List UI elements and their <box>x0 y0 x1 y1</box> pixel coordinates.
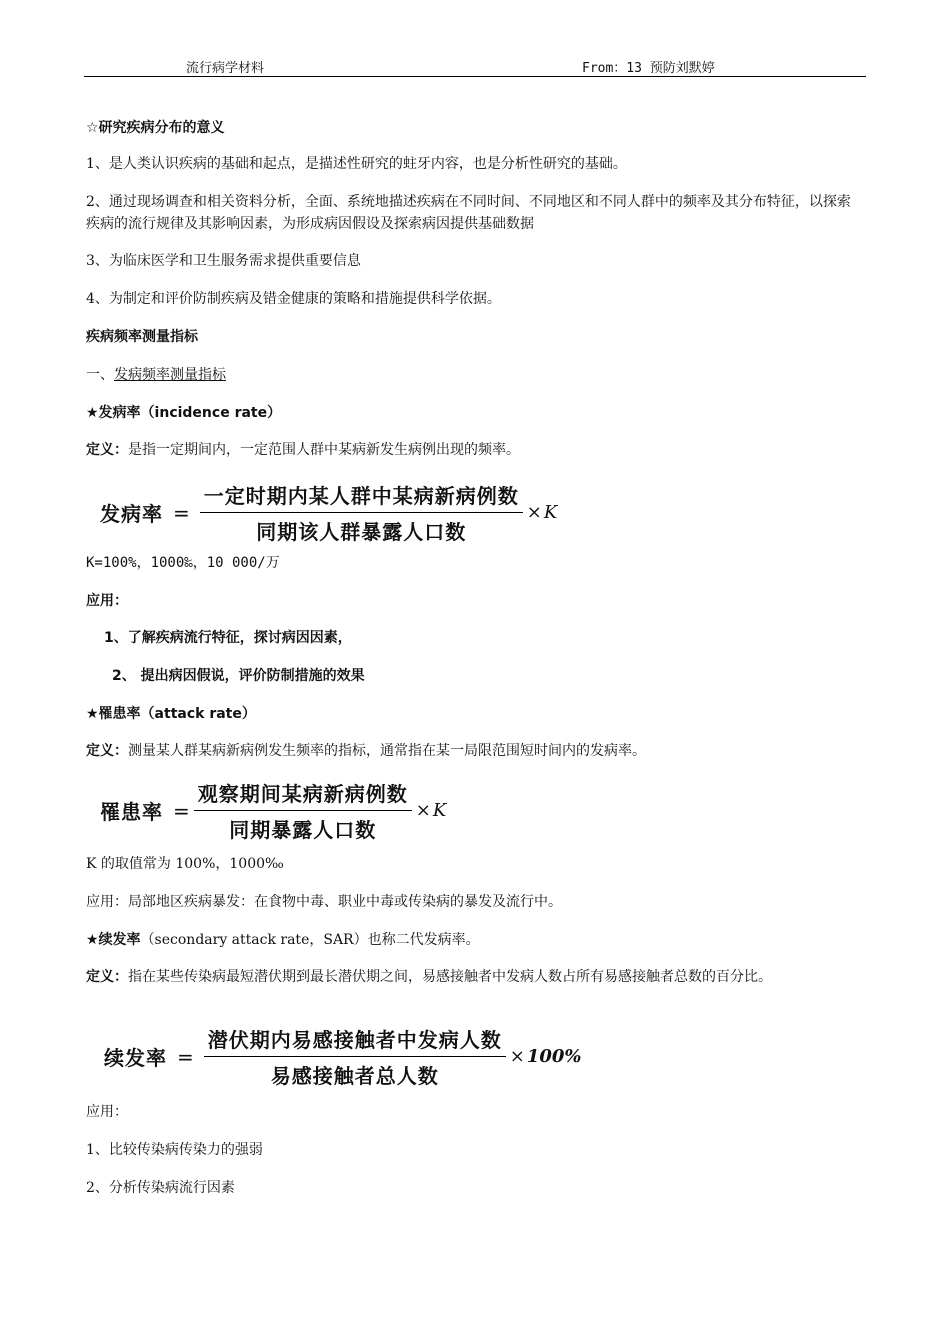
secondary-formula-fraction <box>204 1024 506 1089</box>
incidence-def-label: 定义： <box>86 442 128 458</box>
incidence-formula-lhs: 发病率 <box>100 502 163 526</box>
incidence-formula <box>100 480 557 545</box>
incidence-formula-eq: = <box>173 500 190 525</box>
header-right-author: From：13 预防刘默婷 <box>582 61 715 76</box>
attack-formula-lhs: 罹患率 <box>100 800 163 824</box>
secondary-formula-denominator: 易感接触者总人数 <box>270 1064 439 1088</box>
attack-def-label: 定义： <box>86 743 128 759</box>
secondary-heading-bold: ★续发率 <box>86 932 141 948</box>
incidence-app-1: 1、了解疾病流行特征，探讨病因因素， <box>104 630 352 646</box>
attack-k-note: K 的取值常为 100%，1000‰ <box>86 856 284 872</box>
secondary-def-text: 指在某些传染病最短潜伏期到最长潜伏期之间，易感接触者中发病人数占所有易感接触者总数的百分比。 <box>128 969 772 985</box>
attack-formula-numerator: 观察期间某病新病例数 <box>197 782 408 806</box>
secondary-app-2: 2、分析传染病流行因素 <box>86 1180 235 1196</box>
header-left-title: 流行病学材料 <box>186 61 265 76</box>
secondary-definition <box>86 966 858 988</box>
secondary-def-label: 定义： <box>86 969 128 985</box>
significance-item-3: 3、为临床医学和卫生服务需求提供重要信息 <box>86 253 361 269</box>
attack-formula-eq: = <box>173 798 190 823</box>
secondary-formula-times: × <box>509 1046 525 1067</box>
significance-item-4: 4、为制定和评价防制疾病及错金健康的策略和措施提供科学依据。 <box>86 291 501 307</box>
header-divider <box>84 76 866 77</box>
measures-title: 疾病频率测量指标 <box>86 329 198 345</box>
attack-heading: ★罹患率（attack rate） <box>86 706 256 722</box>
secondary-app-label: 应用： <box>86 1104 128 1120</box>
attack-formula-denominator: 同期暴露人口数 <box>229 818 377 842</box>
incidence-definition <box>86 440 520 460</box>
significance-item-2: 2、通过现场调查和相关资料分析，全面、系统地描述疾病在不同时间、不同地区和不同人群中的频率及其分布特征，以探索疾病的流行规律及其影响因素，为形成病因假设及探索病因提供基础数据 <box>86 194 851 232</box>
secondary-formula-k: 100% <box>526 1046 582 1067</box>
incidence-formula-fraction <box>200 480 523 545</box>
attack-definition <box>86 741 646 761</box>
secondary-heading <box>86 930 480 950</box>
secondary-heading-rest: （secondary attack rate，SAR）也称二代发病率。 <box>140 932 480 948</box>
measures-subtitle <box>86 365 226 385</box>
measures-subtitle-prefix: 一、 <box>86 367 114 383</box>
incidence-heading: ★发病率（incidence rate） <box>86 405 282 421</box>
attack-application: 应用：局部地区疾病暴发：在食物中毒、职业中毒或传染病的暴发及流行中。 <box>86 894 562 910</box>
incidence-app-2: 2、 提出病因假说，评价防制措施的效果 <box>112 668 365 684</box>
measures-subtitle-text: 发病频率测量指标 <box>114 367 226 383</box>
significance-item-1: 1、是人类认识疾病的基础和起点，是描述性研究的蛀牙内容，也是分析性研究的基础。 <box>86 156 627 172</box>
incidence-formula-k: K <box>543 502 558 523</box>
attack-def-text: 测量某人群某病新病例发生频率的指标，通常指在某一局限范围短时间内的发病率。 <box>128 743 646 759</box>
incidence-def-text: 是指一定期间内，一定范围人群中某病新发生病例出现的频率。 <box>128 442 520 458</box>
attack-formula-k: K <box>432 800 447 821</box>
significance-title: ☆研究疾病分布的意义 <box>86 120 225 136</box>
secondary-formula-lhs: 续发率 <box>104 1046 167 1070</box>
secondary-formula <box>104 1024 582 1089</box>
attack-formula-times: × <box>415 800 431 821</box>
incidence-formula-times: × <box>526 502 542 523</box>
incidence-formula-denominator: 同期该人群暴露人口数 <box>256 520 467 544</box>
incidence-app-label: 应用： <box>86 593 128 609</box>
secondary-formula-numerator: 潜伏期内易感接触者中发病人数 <box>207 1028 502 1052</box>
attack-formula-fraction <box>194 778 412 843</box>
secondary-formula-eq: = <box>177 1044 194 1069</box>
secondary-app-1: 1、比较传染病传染力的强弱 <box>86 1142 263 1158</box>
incidence-k-note: K=100%，1000‰，10 000/万 <box>86 555 280 571</box>
incidence-formula-numerator: 一定时期内某人群中某病新病例数 <box>203 484 519 508</box>
attack-formula <box>100 778 446 843</box>
